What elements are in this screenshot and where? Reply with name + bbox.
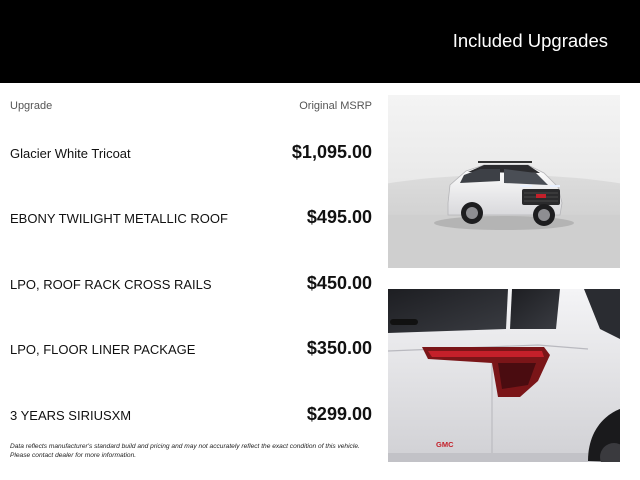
upgrade-row [10,402,372,426]
upgrade-price: $1,095.00 [291,142,372,162]
vehicle-rear-photo [388,289,620,462]
upgrade-price: $450.00 [306,273,372,293]
upgrade-price: $495.00 [306,207,372,227]
gmc-badge-text: GMC [436,440,454,449]
page-title: Included Upgrades [452,30,608,51]
upgrade-row [10,271,372,295]
upgrade-row [10,140,372,164]
column-header-upgrade: Upgrade [10,100,53,112]
disclaimer [10,442,382,460]
upgrade-name: Glacier White Tricoat [10,146,131,161]
upgrade-name: 3 YEARS SIRIUSXM [10,408,132,423]
upgrade-name: EBONY TWILIGHT METALLIC ROOF [10,211,228,226]
upgrade-price: $350.00 [306,338,372,358]
upgrade-name: LPO, ROOF RACK CROSS RAILS [10,277,212,292]
header-bar [0,0,640,83]
upgrade-name: LPO, FLOOR LINER PACKAGE [10,342,196,357]
disclaimer-line: Data reflects manufacturer's standard build and pricing and may not accurately reflect the exact condition of this vehicle. [10,443,360,450]
upgrade-row [10,205,372,229]
column-header-msrp: Original MSRP [299,100,372,112]
disclaimer-line: Please contact dealer for more information. [10,452,137,459]
upgrade-row [10,336,372,360]
vehicle-front-photo [388,95,620,268]
upgrade-price: $299.00 [306,404,372,424]
